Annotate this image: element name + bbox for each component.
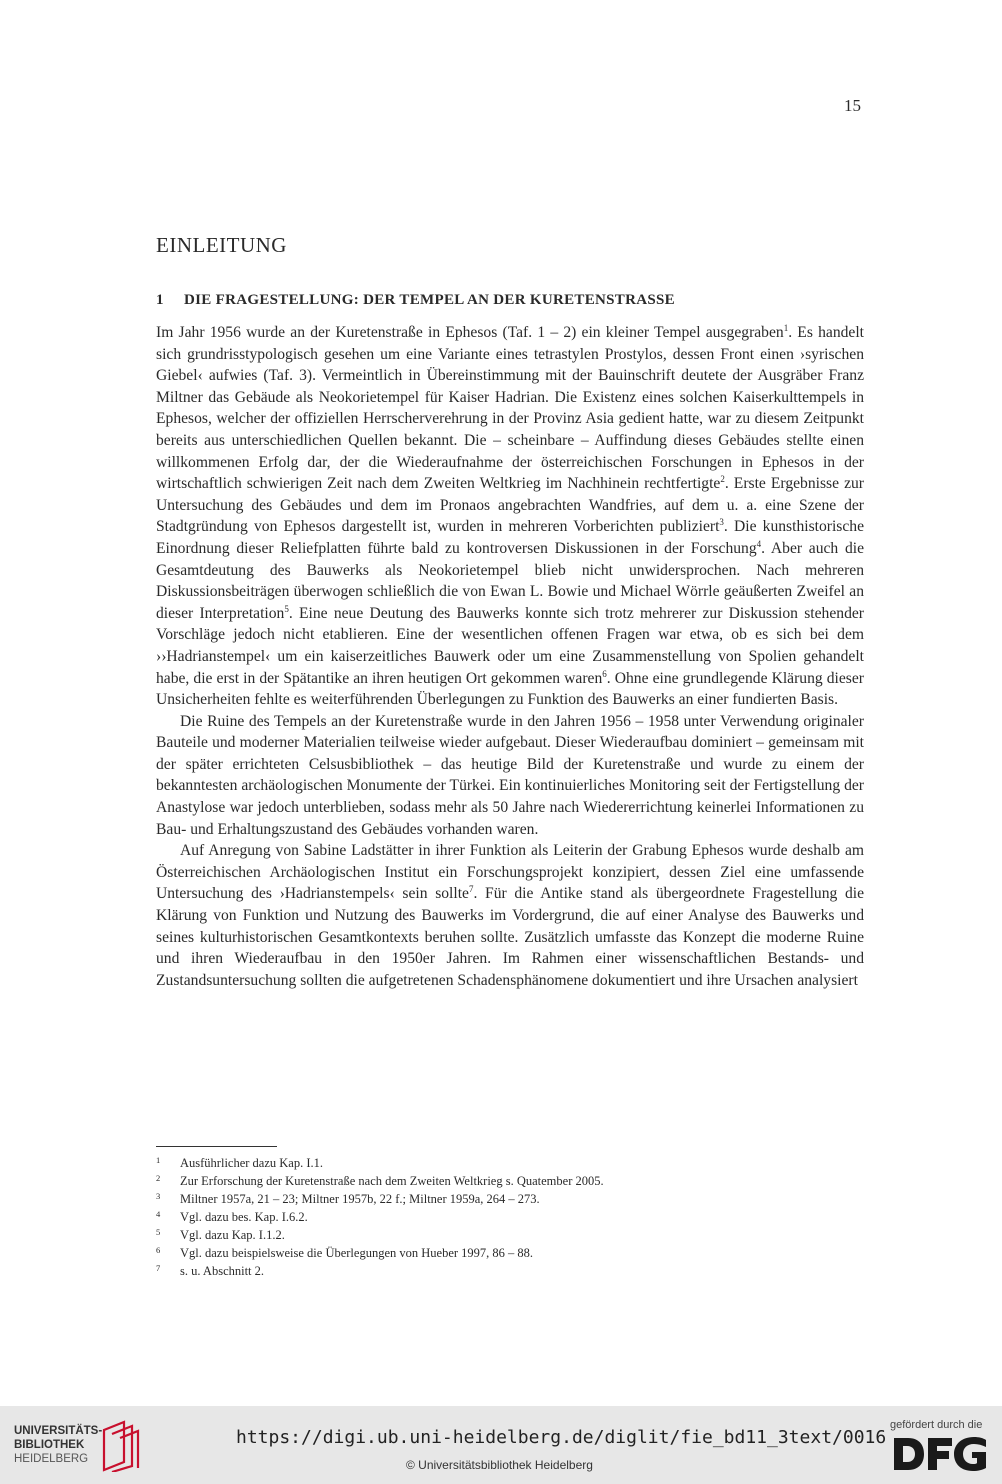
- paragraph-text: . Die kunsthistorische Einordnung dieser Reliefplatten führte bald zu kontroversen Diskussionen in der Forschung: [156, 518, 865, 557]
- paragraph-text: . Eine neue Deutung des Bauwerks konnte sich trotz mehrerer zur Diskussion stehender Vorschläge jedoch nicht etablieren. Eine der wesentlichen offenen Fragen war etwa, ob es sich bei dem ››Hadrianstempel‹ um ein kaiserzeitliches Bauwerk oder um eine Zusammenstellung von Spolien gehandelt habe, die erst in der Spätantike an ihren heutigen Ort gekommen waren: [156, 604, 864, 687]
- page-number: 15: [844, 96, 861, 115]
- section-heading: [156, 292, 675, 309]
- footnote: [156, 1244, 864, 1262]
- footnote: [156, 1172, 864, 1190]
- paragraph-text: . Ohne eine grundlegende Klärung dieser Unsicherheiten fehlte es weiterführenden Überlegungen zu Funktion des Bauwerks an einer fundierten Basis.: [156, 669, 864, 709]
- paragraph: [156, 711, 864, 841]
- footnote-text: Miltner 1957a, 21 – 23; Miltner 1957b, 22 f.; Miltner 1959a, 264 – 273.: [180, 1192, 540, 1206]
- paragraph: [156, 322, 864, 711]
- footnote-number: 4: [156, 1209, 161, 1219]
- paragraph-text: . Für die Antike stand als übergeordnete Fragestellung die Klärung von Funktion und Nutzung des Bauwerks im Vordergrund, die auf einer Analyse des Bauwerks und seines kulturhistorischen Gesamtkontexts beruhen sollte. Zusätzlich umfasste das Konzept die moderne Ruine und ihren Wiederaufbau in den 1950er Jahren. Im Rahmen einer wissenschaftlichen Bestands- und Zustandsuntersuchung sollten die aufgetretenen Schadensphänomene dokumentiert und ihre Ursachen analysiert: [156, 885, 864, 989]
- footnote-number: 7: [156, 1263, 161, 1273]
- library-name-line2: BIBLIOTHEK: [14, 1439, 85, 1451]
- paragraph-text: . Es handelt sich grundrisstypologisch gesehen um eine Variante eines tetrastylen Prostylos, dessen Front einen ›syrischen Giebel‹ aufwies (Taf. 3). Vermeintlich in Übereinstimmung mit der Bauinschrift deutete der Ausgräber Franz Miltner das Gebäude als Neokorietempel für Kaiser Hadrian. Die Existenz eines solchen Kaiserkulttempels in Ephesos, welcher der offiziellen Herrscherverehrung in der Provinz Asia gedient hatte, war zu diesem Zeitpunkt bereits aus unterschiedlichen Quellen bekannt. Die – scheinbare – Auffindung dieses Gebäudes stellte einen willkommenen Erfolg dar, der die Wiederaufnahme der österreichischen Forschungen in Ephesos in der wirtschaftlich schwierigen Zeit nach dem Zweiten Weltkrieg im Nachhinein rechtfertigte: [156, 324, 865, 493]
- footnote-text: s. u. Abschnitt 2.: [180, 1264, 265, 1278]
- paragraph-text: . Aber auch die Gesamtdeutung des Bauwerks als Neokorietempel blieb nicht unwidersprochen. Nach mehreren Diskussionsbeiträgen überwogen schließlich die von Ewan L. Bowie und Michael Wörrle geäußerten Zweifel an dieser Interpretation: [156, 539, 864, 622]
- footnote-text: Zur Erforschung der Kuretenstraße nach dem Zweiten Weltkrieg s. Quatember 2005.: [180, 1174, 604, 1188]
- footnote: [156, 1190, 864, 1208]
- chapter-title: EINLEITUNG: [156, 233, 287, 257]
- footnote-text: Vgl. dazu bes. Kap. I.6.2.: [180, 1210, 308, 1224]
- footnote: [156, 1154, 864, 1172]
- library-name-line1: UNIVERSITÄTS-: [14, 1425, 103, 1437]
- footnote-ref[interactable]: 5: [284, 603, 289, 614]
- paragraph: [156, 840, 864, 991]
- footnote-ref[interactable]: 3: [719, 517, 724, 528]
- section-number: 1: [156, 292, 164, 308]
- footnote-rule: [156, 1146, 277, 1147]
- footnote-number: 6: [156, 1245, 161, 1255]
- footnote: [156, 1262, 864, 1280]
- permalink-url[interactable]: https://digi.ub.uni-heidelberg.de/diglit/fie_bd11_3text/0016: [236, 1427, 887, 1448]
- dfg-logo-icon[interactable]: [892, 1434, 988, 1474]
- library-logo-icon[interactable]: [100, 1420, 140, 1472]
- footnote-ref[interactable]: 4: [756, 538, 762, 549]
- footnote-number: 2: [156, 1173, 161, 1183]
- footnote: [156, 1226, 864, 1244]
- footnote-number: 3: [156, 1191, 161, 1201]
- footnote-number: 1: [156, 1155, 161, 1165]
- footnote-text: Ausführlicher dazu Kap. I.1.: [180, 1156, 324, 1170]
- footnote-ref[interactable]: 7: [468, 884, 474, 895]
- footnote-number: 5: [156, 1227, 161, 1237]
- paragraph-text: Im Jahr 1956 wurde an der Kuretenstraße in Ephesos (Taf. 1 – 2) ein kleiner Tempel ausgegraben: [156, 324, 784, 341]
- body-text: [156, 322, 864, 991]
- funding-label: gefördert durch die: [890, 1419, 983, 1431]
- footnote-ref[interactable]: 6: [602, 668, 607, 679]
- copyright-notice: © Universitätsbibliothek Heidelberg: [406, 1458, 593, 1472]
- footnotes: [156, 1154, 864, 1280]
- footnote-ref[interactable]: 1: [783, 322, 789, 333]
- library-logo-text[interactable]: [14, 1424, 102, 1466]
- footnote-text: Vgl. dazu beispielsweise die Überlegungen von Hueber 1997, 86 – 88.: [180, 1246, 534, 1260]
- section-title: DIE FRAGESTELLUNG: DER TEMPEL AN DER KURETENSTRASSE: [184, 292, 675, 308]
- paragraph-text: Auf Anregung von Sabine Ladstätter in ihrer Funktion als Leiterin der Grabung Ephesos wurde deshalb am Österreichischen Archäologischen Institut ein Forschungsprojekt konzipiert, dessen Ziel eine umfassende Untersuchung des ›Hadrianstempels‹ sein sollte: [156, 842, 864, 903]
- footnote: [156, 1208, 864, 1226]
- footnote-text: Vgl. dazu Kap. I.1.2.: [180, 1228, 285, 1242]
- library-name-line3: HEIDELBERG: [14, 1453, 89, 1465]
- footnote-ref[interactable]: 2: [720, 473, 725, 484]
- paragraph-text: Die Ruine des Tempels an der Kuretenstraße wurde in den Jahren 1956 – 1958 unter Verwendung originaler Bauteile und moderner Materialien teilweise wieder aufgebaut. Dieser Wiederaufbau dominiert – gemeinsam mit der später errichteten Celsusbibliothek – das heutige Bild der Kuretenstraße und wurde zu einem der bekanntesten archäologischen Monumente der Türkei. Ein kontinuierliches Monitoring seit der Fertigstellung der Anastylose war jedoch unterblieben, sodass mehr als 50 Jahre nach Wiedererrichtung keinerlei Informationen zu Bau- und Erhaltungszustand des Gebäudes vorhanden waren.: [156, 712, 864, 838]
- paragraph-text: . Erste Ergebnisse zur Untersuchung des Gebäudes und dem im Pronaos angebrachten Wandfries, auf dem u. a. eine Szene der Stadtgründung von Ephesos dargestellt ist, wurden in mehreren Vorberichten publiziert: [156, 475, 864, 536]
